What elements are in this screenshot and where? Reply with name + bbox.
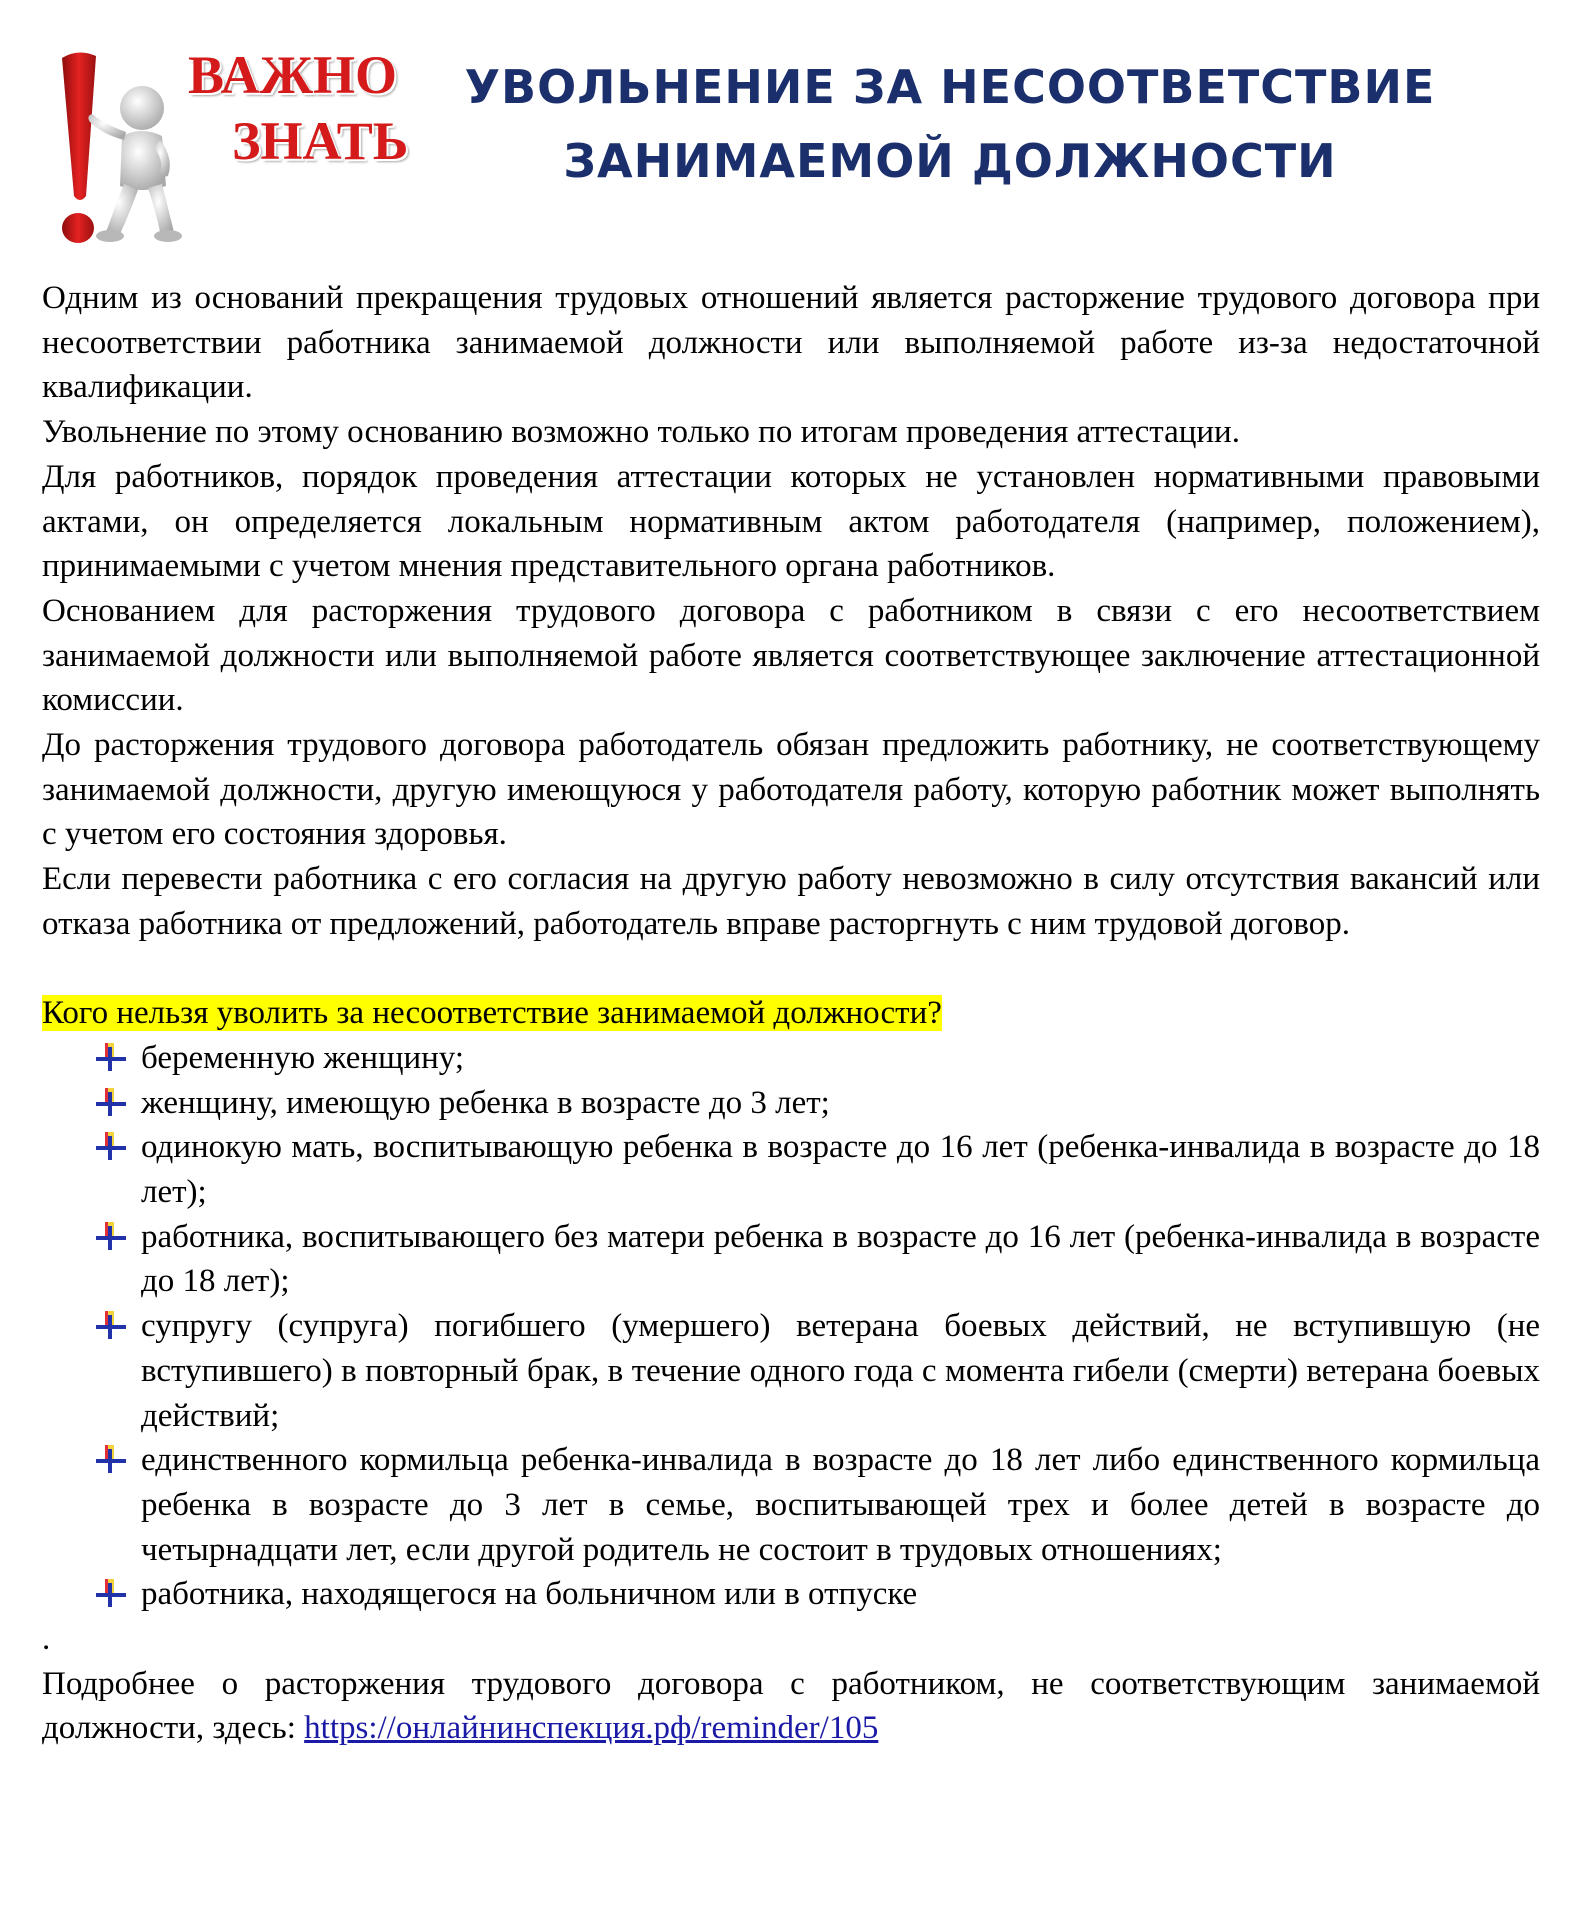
footer-paragraph: [42, 1662, 1540, 1751]
list-item: [42, 1304, 1540, 1438]
cross-bullet-icon: [94, 1222, 128, 1252]
title-line2: ЗАНИМАЕМОЙ ДОЛЖНОСТИ: [563, 134, 1337, 188]
cross-bullet-icon: [94, 1132, 128, 1162]
list-item: [42, 1438, 1540, 1572]
logo-text-line2: ЗНАТЬ: [232, 111, 409, 171]
important-logo: [56, 36, 409, 254]
list-item: [42, 1215, 1540, 1304]
list-item-text: одинокую мать, воспитывающую ребенка в возрасте до 16 лет (ребенка-инвалида в возрасте до 18 лет);: [141, 1129, 1540, 1211]
paragraph: До расторжения трудового договора работодатель обязан предложить работнику, не соответствующему занимаемой должности, другую имеющуюся у работодателя работу, которую работник может выполнять с учетом его состояния здоровья.: [42, 727, 1540, 853]
list-item-text: работника, воспитывающего без матери ребенка в возрасте до 16 лет (ребенка-инвалида в возрасте до 18 лет);: [141, 1218, 1540, 1300]
list-item: [42, 1125, 1540, 1214]
page-title: [380, 50, 1520, 198]
list-item: [42, 1572, 1540, 1617]
list-item-text: работника, находящегося на больничном или в отпуске: [141, 1576, 918, 1613]
list-item-text: единственного кормильца ребенка-инвалида в возрасте до 18 лет либо единственного кормильца ребенка в возрасте до 3 лет в семье, воспитывающей трех и более детей в возрасте до четырнадцати лет, если другой родитель не состоит в трудовых отношениях;: [141, 1442, 1540, 1568]
paragraph: Одним из оснований прекращения трудовых отношений является расторжение трудового договора при несоответствии работника занимаемой должности или выполняемой работе из-за недостаточной квалификации.: [42, 280, 1540, 406]
stray-dot: .: [42, 1621, 51, 1658]
footer-text: Подробнее о расторжения трудового договора с работником, не соответствующим занимаемой должности, здесь:: [42, 1665, 1540, 1747]
cross-bullet-icon: [94, 1043, 128, 1073]
list-item: [42, 1036, 1540, 1081]
exemption-list: [42, 1036, 1540, 1617]
list-item-text: супругу (супруга) погибшего (умершего) ветерана боевых действий, не вступившую (не вступившего) в повторный брак, в течение одного года с момента гибели (смерти) ветерана боевых действий;: [141, 1308, 1540, 1434]
cross-bullet-icon: [94, 1579, 128, 1609]
list-item-text: беременную женщину;: [141, 1039, 465, 1076]
spacer: [42, 947, 1540, 992]
document-body: [42, 276, 1540, 1751]
paragraph: Если перевести работника с его согласия на другую работу невозможно в силу отсутствия вакансий или отказа работника от предложений, работодатель вправе расторгнуть с ним трудовой договор.: [42, 861, 1540, 942]
reminder-link[interactable]: https://онлайнинспекция.рф/reminder/105: [304, 1710, 879, 1747]
paragraph: Увольнение по этому основанию возможно только по итогам проведения аттестации.: [42, 414, 1240, 451]
paragraph: Основанием для расторжения трудового договора с работником в связи с его несоответствием занимаемой должности или выполняемой работе является соответствующее заключение аттестационной комиссии.: [42, 592, 1540, 719]
cross-bullet-icon: [94, 1311, 128, 1341]
paragraph: Для работников, порядок проведения аттестации которых не установлен нормативными правовыми актами, он определяется локальным нормативным актом работодателя (например, положением), принимаемыми с учетом мнения представительного органа работников.: [42, 458, 1540, 585]
question-line: [42, 991, 1540, 1036]
cross-bullet-icon: [94, 1088, 128, 1118]
logo-text-line1: ВАЖНО: [188, 45, 398, 105]
title-line1: УВОЛЬНЕНИЕ ЗА НЕСООТВЕТСТВИЕ: [464, 60, 1436, 114]
list-item-text: женщину, имеющую ребенка в возрасте до 3 лет;: [141, 1084, 830, 1121]
cross-bullet-icon: [94, 1445, 128, 1475]
question-highlight: Кого нельзя уволить за несоответствие занимаемой должности?: [42, 995, 942, 1032]
list-item: [42, 1081, 1540, 1126]
